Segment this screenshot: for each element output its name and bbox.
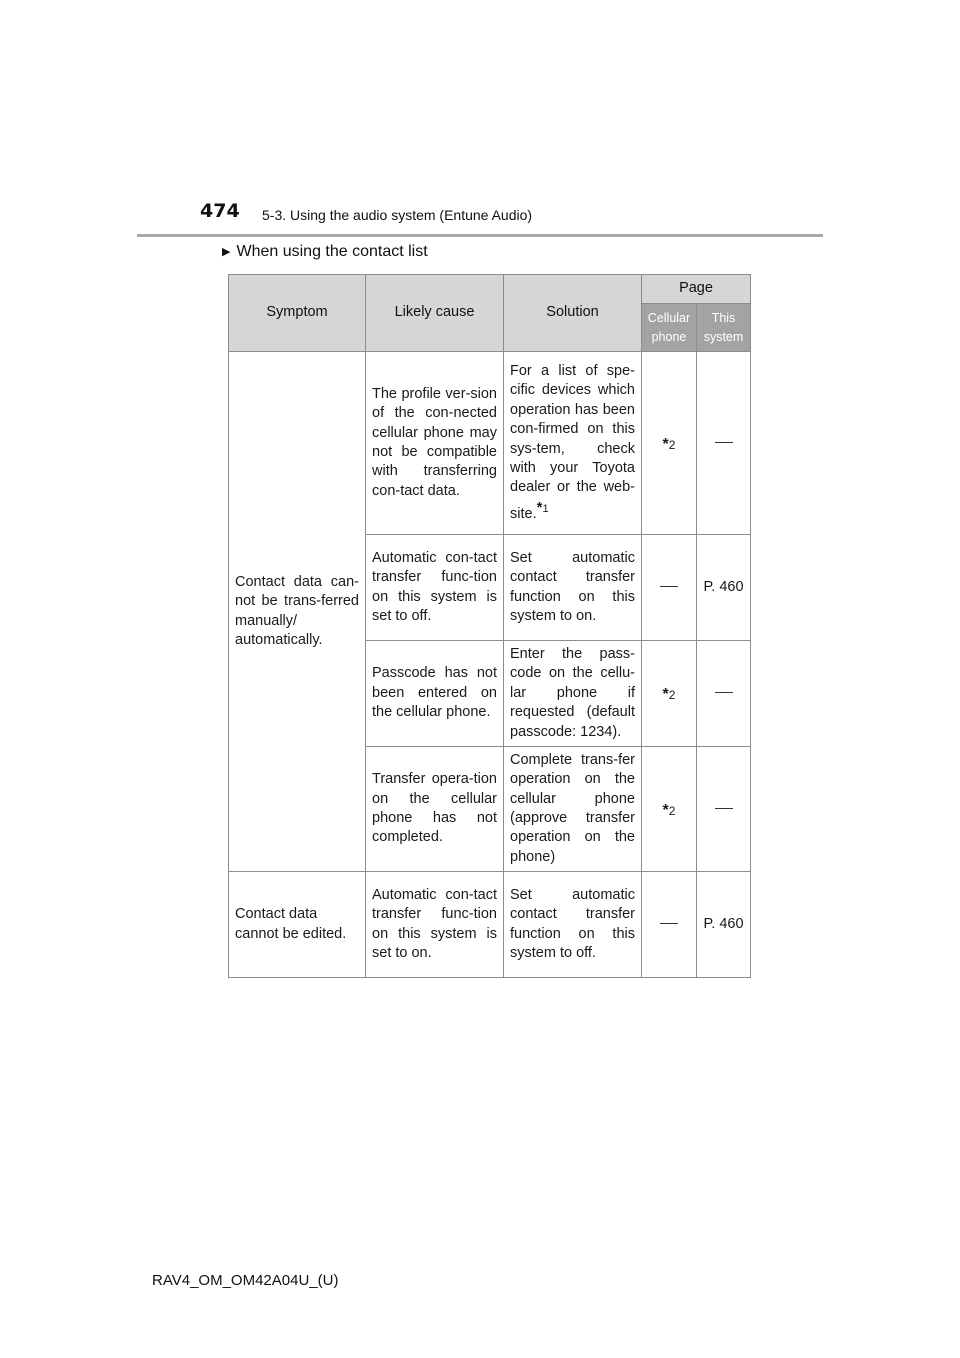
cellular-phone-cell [642,641,697,747]
dash-icon [715,808,733,809]
dash-icon [660,923,678,924]
dash-icon [715,442,733,443]
cause-cell: Automatic con-tact transfer func-tion on this system is set to on. [366,872,504,978]
header-symptom: Symptom [229,275,366,352]
cellular-phone-cell [642,872,697,978]
this-system-cell [697,747,751,872]
header-page: Page [642,275,751,304]
cause-cell: Automatic con-tact transfer func-tion on this system is set to off. [366,535,504,641]
header-cellular-phone: Cellular phone [642,304,697,352]
table-row [229,872,751,978]
cause-cell: Transfer opera-tion on the cellular phone has not completed. [366,747,504,872]
footnote-reference: *2 [662,686,676,704]
solution-cell [504,352,642,535]
dash-icon [660,586,678,587]
symptom-cell: Contact data can-not be trans-ferred manually/ automatically. [229,352,366,872]
contact-list-table [228,274,751,978]
footnote-marker: *1 [536,498,549,516]
page-header [137,200,823,237]
solution-text: For a list of spe-cific devices which operation has been con-firmed on this sys-tem, check with your Toyota dealer or the web-site. [510,362,635,522]
table-row [229,352,751,535]
this-system-cell [697,352,751,535]
header-likely-cause: Likely cause [366,275,504,352]
this-system-cell [697,641,751,747]
subheading-text: When using the contact list [236,243,428,260]
cellular-phone-cell [642,352,697,535]
footnote-reference: *2 [662,435,676,453]
solution-cell: Set automatic contact transfer function on this system to off. [504,872,642,978]
dash-icon [715,692,733,693]
header-this-system: This system [697,304,751,352]
page-number: 474 [200,200,240,222]
cellular-phone-cell [642,747,697,872]
document-code: RAV4_OM_OM42A04U_(U) [152,1272,339,1289]
solution-cell: Complete trans-fer operation on the cellular phone (approve transfer operation on the phone) [504,747,642,872]
header-solution: Solution [504,275,642,352]
triangle-bullet-icon: ▶ [222,246,231,258]
section-title: 5-3. Using the audio system (Entune Audio) [262,207,533,223]
this-system-cell: P. 460 [697,535,751,641]
cause-cell: Passcode has not been entered on the cellular phone. [366,641,504,747]
this-system-cell: P. 460 [697,872,751,978]
solution-cell: Enter the pass-code on the cellu-lar phone if requested (default passcode: 1234). [504,641,642,747]
solution-cell: Set automatic contact transfer function on this system to on. [504,535,642,641]
cause-cell: The profile ver-sion of the con-nected cellular phone may not be compatible with transferring con-tact data. [366,352,504,535]
cellular-phone-cell [642,535,697,641]
footnote-reference: *2 [662,801,676,819]
subheading [222,243,428,261]
symptom-cell: Contact data cannot be edited. [229,872,366,978]
